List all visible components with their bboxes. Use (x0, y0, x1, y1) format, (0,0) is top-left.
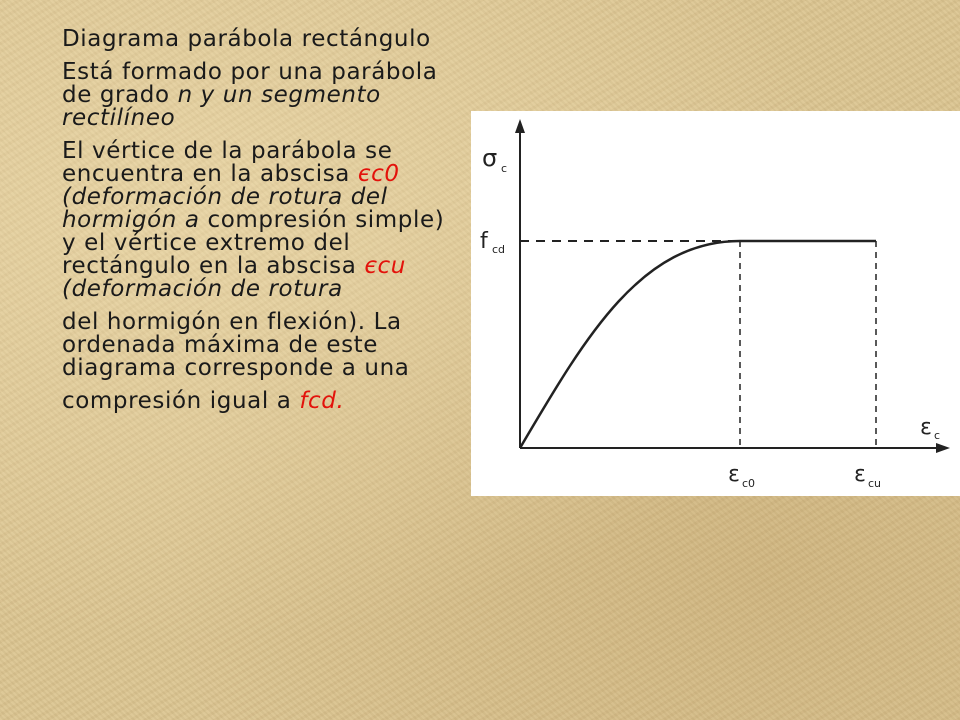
y-axis-label (482, 144, 507, 175)
ec0-inline-symbol: єc0 (357, 161, 400, 187)
ecu-subscript: cu (868, 477, 882, 490)
y-axis-arrow-icon (515, 119, 525, 133)
ecu-symbol: ε (854, 462, 866, 487)
title-text: Diagrama parábola rectángulo (62, 26, 431, 52)
ecu-inline-symbol: єcu (364, 253, 406, 279)
p2-text-a: El vértice de la parábola se encuentra en la abscisa (62, 138, 393, 187)
parabola-rectangle-diagram (471, 111, 960, 496)
fcd-symbol: f (480, 229, 488, 254)
p1-text: Está formado por una parábola de grado (62, 59, 438, 108)
diagram-svg (471, 111, 960, 496)
ec0-symbol: ε (728, 462, 740, 487)
fcd-subscript: cd (492, 243, 506, 256)
paragraph-2 (62, 140, 462, 301)
epsilon-subscript: c (934, 429, 941, 442)
p3-text: del hormigón en flexión). La ordenada máxima de este diagrama corresponde a una (62, 309, 410, 381)
epsilon-symbol: ε (920, 415, 932, 440)
ec0-subscript: c0 (742, 477, 756, 490)
ec0-label (728, 462, 755, 490)
sigma-subscript: c (501, 162, 508, 175)
p1-italic-text: n y un segmento rectilíneo (62, 82, 381, 131)
ecu-label (854, 462, 881, 490)
p2-text-b: compresión simple) y el vértice extremo del rectángulo en la abscisa (62, 207, 445, 279)
p2-italic-b: (deformación de rotura (62, 276, 343, 302)
slide-title (62, 28, 462, 51)
paragraph-4 (62, 390, 462, 413)
parabola-curve (520, 241, 740, 448)
x-axis-arrow-icon (936, 443, 950, 453)
paragraph-1 (62, 61, 462, 130)
x-axis-label (920, 415, 940, 442)
slide-text (62, 28, 462, 423)
p2-italic-a: (deformación de rotura del hormigón a (62, 184, 388, 233)
p4-text: compresión igual a (62, 388, 300, 414)
paragraph-3 (62, 311, 462, 380)
fcd-label (480, 229, 505, 256)
fcd-inline-symbol: fcd. (299, 388, 345, 414)
sigma-symbol: σ (482, 144, 498, 172)
